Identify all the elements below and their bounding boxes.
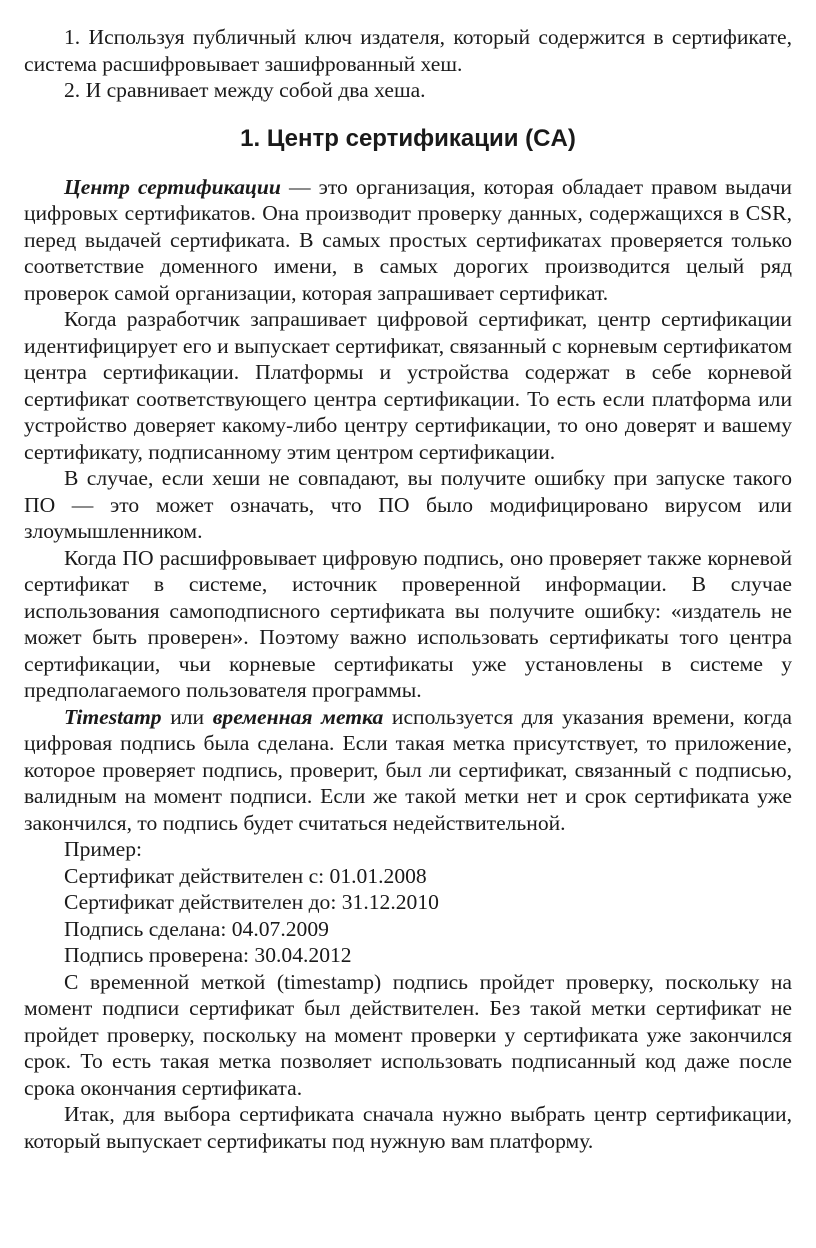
paragraph-timestamp-result: С временной меткой (timestamp) подпись пройдет проверку, поскольку на момент подписи сертификат был действителен. Без такой метки сертификат не пройдет проверку, поскольку на момент проверки у сертификата уже закончился срок. То есть такая метка позволяет использовать подписанный код даже после срока окончания сертификата. (24, 969, 792, 1100)
section-heading: 1. Центр сертификации (CA) (240, 124, 576, 152)
example-line-valid-from: Сертификат действителен с: 01.01.2008 (64, 863, 427, 888)
paragraph-root-certificate: Когда ПО расшифровывает цифровую подпись, оно проверяет также корневой сертификат в системе, источник проверенной информации. В случае использования самоподписного сертификата вы получите ошибку: «издатель не может быть проверен». Поэтому важно использовать сертификаты того центра сертификации, чьи корневые сертификаты уже установлены в системе у предполагаемого пользователя программы. (24, 545, 792, 702)
paragraph-developer-request: Когда разработчик запрашивает цифровой сертификат, центр сертификации идентифицирует его и выпускает сертификат, связанный с корневым сертификатом центра сертификации. Платформы и устройства содержат в себе корневой сертификат соответствующего центра сертификации. То есть если платформа или устройство доверяет какому-либо центру сертификации, то оно доверят и вашему сертификату, подписанному этим центром сертификации. (24, 307, 792, 464)
example-line-verified: Подпись проверена: 30.04.2012 (64, 943, 352, 967)
intro-item-2: 2. И сравнивает между собой два хеша. (64, 78, 426, 102)
paragraph-conclusion: Итак, для выбора сертификата сначала нужно выбрать центр сертификации, который выпускает сертификаты под нужную вам платформу. (24, 1102, 792, 1153)
paragraph-ca-definition (24, 174, 792, 307)
term-timestamp: Timestamp (64, 704, 162, 729)
example-line-signed: Подпись сделана: 04.07.2009 (64, 916, 329, 941)
term-time-mark: временная метка (212, 704, 384, 729)
paragraph-ca-definition-text: — это организация, которая обладает правом выдачи цифровых сертификатов. Она производит проверку данных, содержащихся в CSR, перед выдачей сертификата. В самых простых сертификатах проверяется только соответствие доменного имени, в самых дорогих производится целый ряд проверок самой организации, которая запрашивает сертификат. (24, 174, 792, 305)
example-label: Пример: (64, 837, 142, 861)
term-ca: Центр сертификации (64, 174, 281, 199)
example-line-valid-to: Сертификат действителен до: 31.12.2010 (64, 890, 439, 914)
paragraph-timestamp-text: используется для указания времени, когда цифровая подпись была сделана. Если такая метка присутствует, то приложение, которое проверяет подпись, проверит, был ли сертификат, связанный с подписью, валидным на момент подписи. Если же такой метки нет и срок сертификата уже закончился, то подпись будет считаться недействительной. (24, 704, 792, 835)
term-connector: или (161, 704, 213, 729)
paragraph-timestamp (24, 704, 792, 837)
document-page (24, 24, 792, 1154)
paragraph-hash-mismatch: В случае, если хеши не совпадают, вы получите ошибку при запуске такого ПО — это может означать, что ПО было модифицировано вирусом или злоумышленником. (24, 466, 792, 543)
intro-item-1: 1. Используя публичный ключ издателя, который содержится в сертификате, система расшифровывает зашифрованный хеш. (24, 25, 792, 76)
